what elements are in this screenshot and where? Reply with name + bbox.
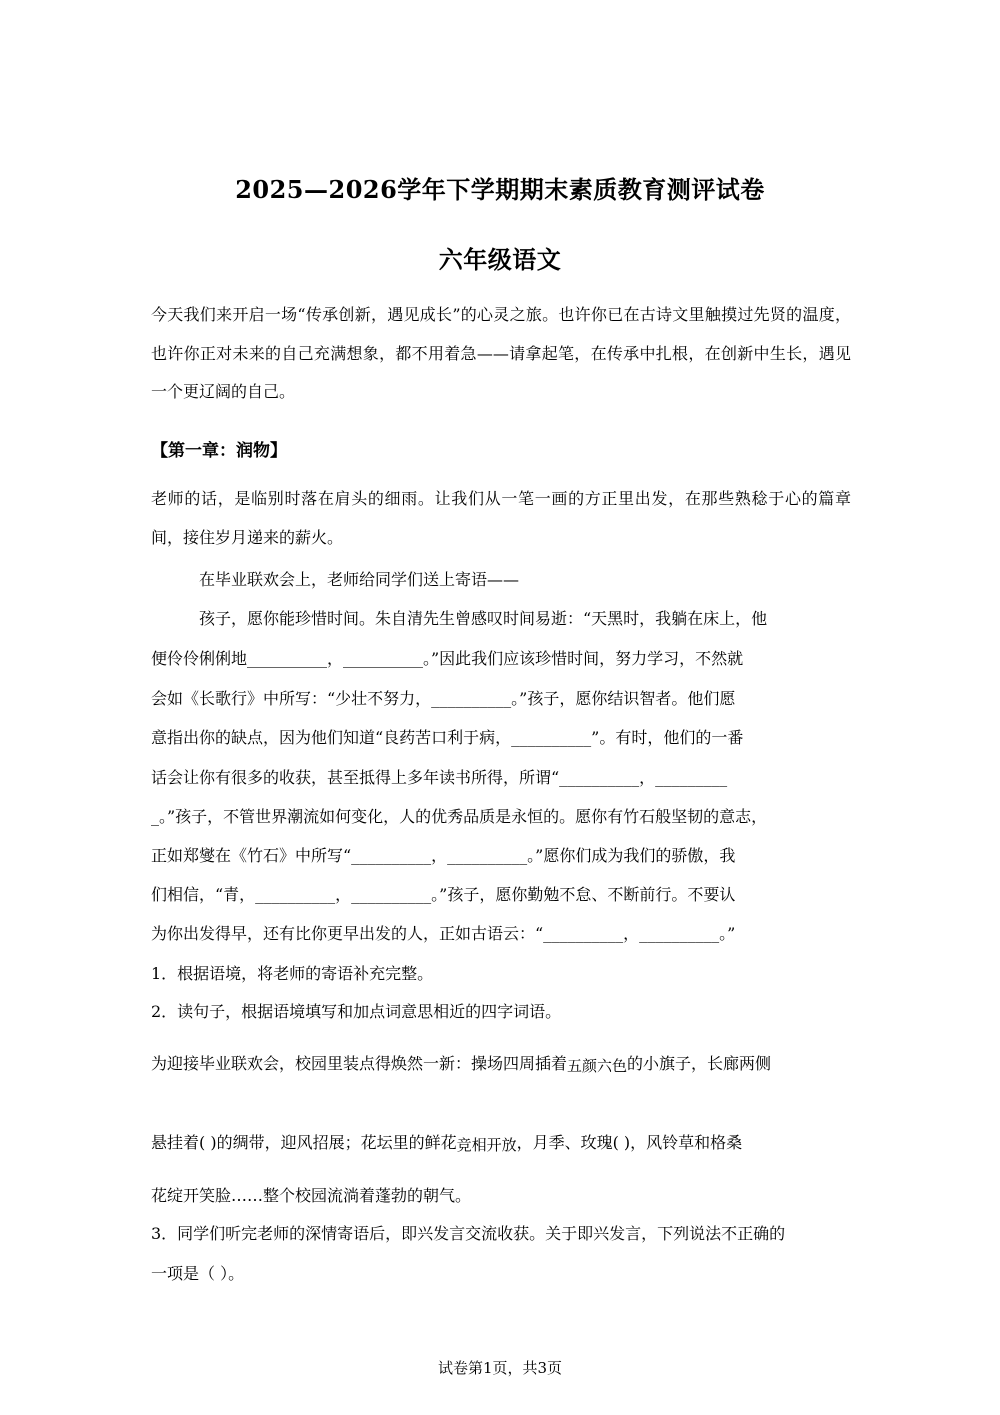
- message-line: 便伶伶俐俐地__________，__________。”因此我们应该珍惜时间，努力学习，不然就: [151, 649, 744, 668]
- message-line: 会如《长歌行》中所写：“少壮不努力，__________。”孩子，愿你结识智者。他们愿: [151, 689, 736, 708]
- question-3: 3．同学们听完老师的深情寄语后，即兴发言交流收获。关于即兴发言，下列说法不正确的: [151, 1224, 786, 1243]
- context-line: 在毕业联欢会上，老师给同学们送上寄语——: [199, 570, 520, 589]
- message-line: 们相信，“青，__________，__________。”孩子，愿你勤勉不怠、不断前行。不要认: [151, 885, 736, 904]
- q2-text: 悬挂着( )的绸带，迎风招展；花坛里的鲜花: [151, 1133, 457, 1152]
- chapter-heading: 【第一章：润物】: [151, 441, 287, 461]
- question-3-continued: 一项是（ ）。: [151, 1264, 245, 1283]
- q2-text: 为迎接毕业联欢会，校园里装点得焕然一新：操场四周插着: [151, 1054, 568, 1073]
- message-line: 正如郑燮在《竹石》中所写“__________，__________。”愿你们成为我们的骄傲，我: [151, 846, 736, 865]
- question-1: 1．根据语境，将老师的寄语补充完整。: [151, 964, 434, 983]
- dotted-word: 五颜六色: [567, 1057, 628, 1075]
- message-line: 意指出你的缺点，因为他们知道“良药苦口利于病，__________”。有时，他们的一番: [151, 728, 744, 747]
- exam-title: 2025—2026学年下学期期末素质教育测评试卷: [235, 175, 765, 204]
- exam-subject: 六年级语文: [438, 245, 562, 274]
- message-line: _。”孩子，不管世界潮流如何变化，人的优秀品质是永恒的。愿你有竹石般坚韧的意志，: [151, 807, 768, 826]
- q2-text: 的小旗子，长廊两侧: [627, 1054, 772, 1073]
- message-line: 孩子，愿你能珍惜时间。朱自清先生曾感叹时间易逝：“天黑时，我躺在床上，他: [199, 609, 768, 628]
- dotted-word: 竞相开放: [456, 1136, 517, 1154]
- q2-passage-line-2: [151, 1130, 851, 1153]
- q2-passage-line-1: [151, 1051, 851, 1074]
- q2-text: ，月季、玫瑰( )，风铃草和格桑: [516, 1133, 743, 1152]
- page-footer: 试卷第1页，共3页: [437, 1359, 563, 1377]
- question-2: 2．读句子，根据语境填写和加点词意思相近的四字词语。: [151, 1002, 562, 1021]
- intro-paragraph: 今天我们来开启一场“传承创新，遇见成长”的心灵之旅。也许你已在古诗文里触摸过先贤的温度，也许你正对未来的自己充满想象，都不用着急——请拿起笔，在传承中扎根，在创新中生长，遇见一个更辽阔的自己。: [151, 305, 851, 401]
- message-line: 为你出发得早，还有比你更早出发的人，正如古语云：“__________，__________。”: [151, 924, 736, 943]
- q2-passage-line-3: 花绽开笑脸……整个校园流淌着蓬勃的朝气。: [151, 1186, 472, 1205]
- chapter-lead-paragraph: 老师的话，是临别时落在肩头的细雨。让我们从一笔一画的方正里出发，在那些熟稔于心的篇章间，接住岁月递来的薪火。: [151, 489, 851, 547]
- message-line: 话会让你有很多的收获，甚至抵得上多年读书所得，所谓“__________，_________: [151, 768, 728, 787]
